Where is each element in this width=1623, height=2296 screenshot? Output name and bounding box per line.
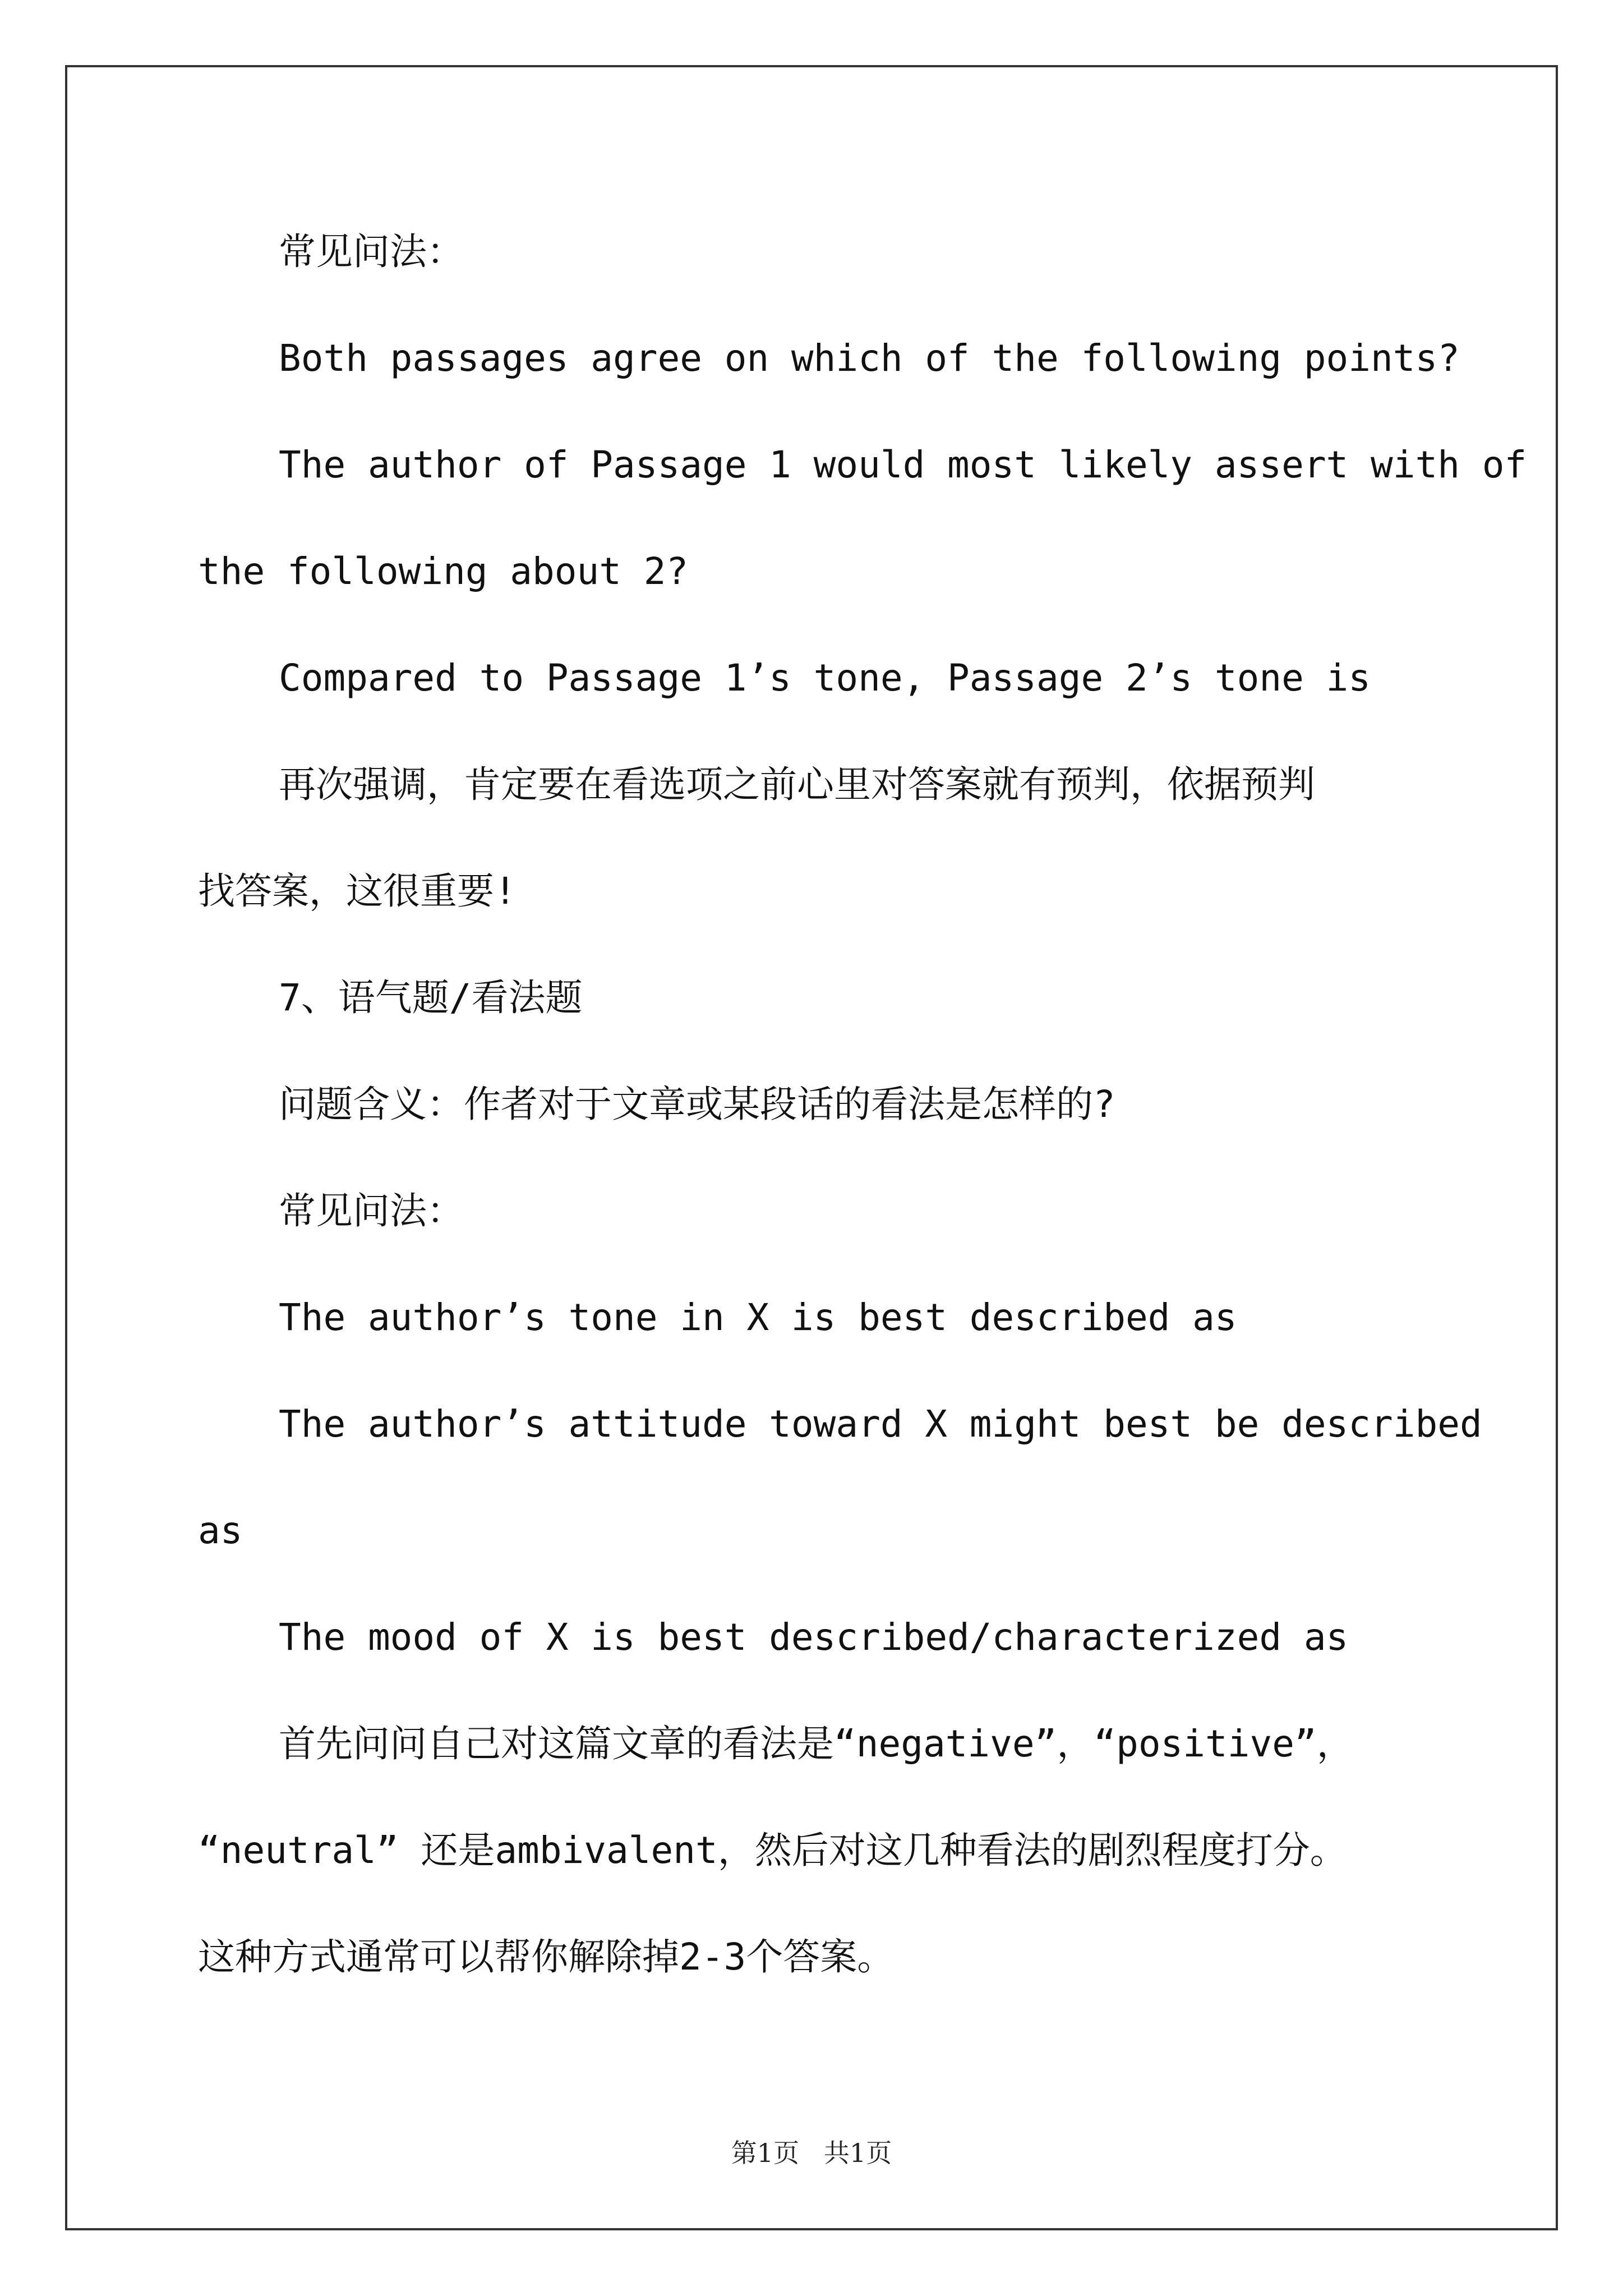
text-line: 再次强调，肯定要在看选项之前心里对答案就有预判，依据预判	[279, 763, 1315, 806]
text-line: as	[198, 1509, 243, 1552]
text-line: “neutral” 还是ambivalent，然后对这几种看法的剧烈程度打分。	[198, 1829, 1347, 1872]
text-line: 找答案，这很重要!	[198, 869, 517, 913]
text-line: The author’s tone in X is best described as	[279, 1296, 1237, 1339]
text-line: 常见问法：	[279, 230, 464, 273]
text-line: 常见问法：	[279, 1189, 464, 1232]
section-heading: 7、语气题/看法题	[279, 976, 583, 1019]
text-line: 这种方式通常可以帮你解除掉2-3个答案。	[198, 1935, 895, 1978]
text-line: the following about 2?	[198, 550, 689, 593]
text-line: The mood of X is best described/characterized as	[279, 1616, 1349, 1659]
text-line: Both passages agree on which of the following points?	[279, 337, 1460, 380]
page-number-footer: 第1页 共1页	[731, 2138, 892, 2168]
text-line: Compared to Passage 1’s tone, Passage 2’s tone is	[279, 656, 1371, 700]
text-line: The author of Passage 1 would most likely assert with of	[279, 443, 1527, 486]
text-line: 首先问问自己对这篇文章的看法是“negative”，“positive”，	[279, 1722, 1354, 1765]
text-line: The author’s attitude toward X might best be described	[279, 1402, 1482, 1446]
text-line: 问题含义：作者对于文章或某段话的看法是怎样的?	[279, 1083, 1115, 1126]
page-border	[65, 65, 1558, 2230]
